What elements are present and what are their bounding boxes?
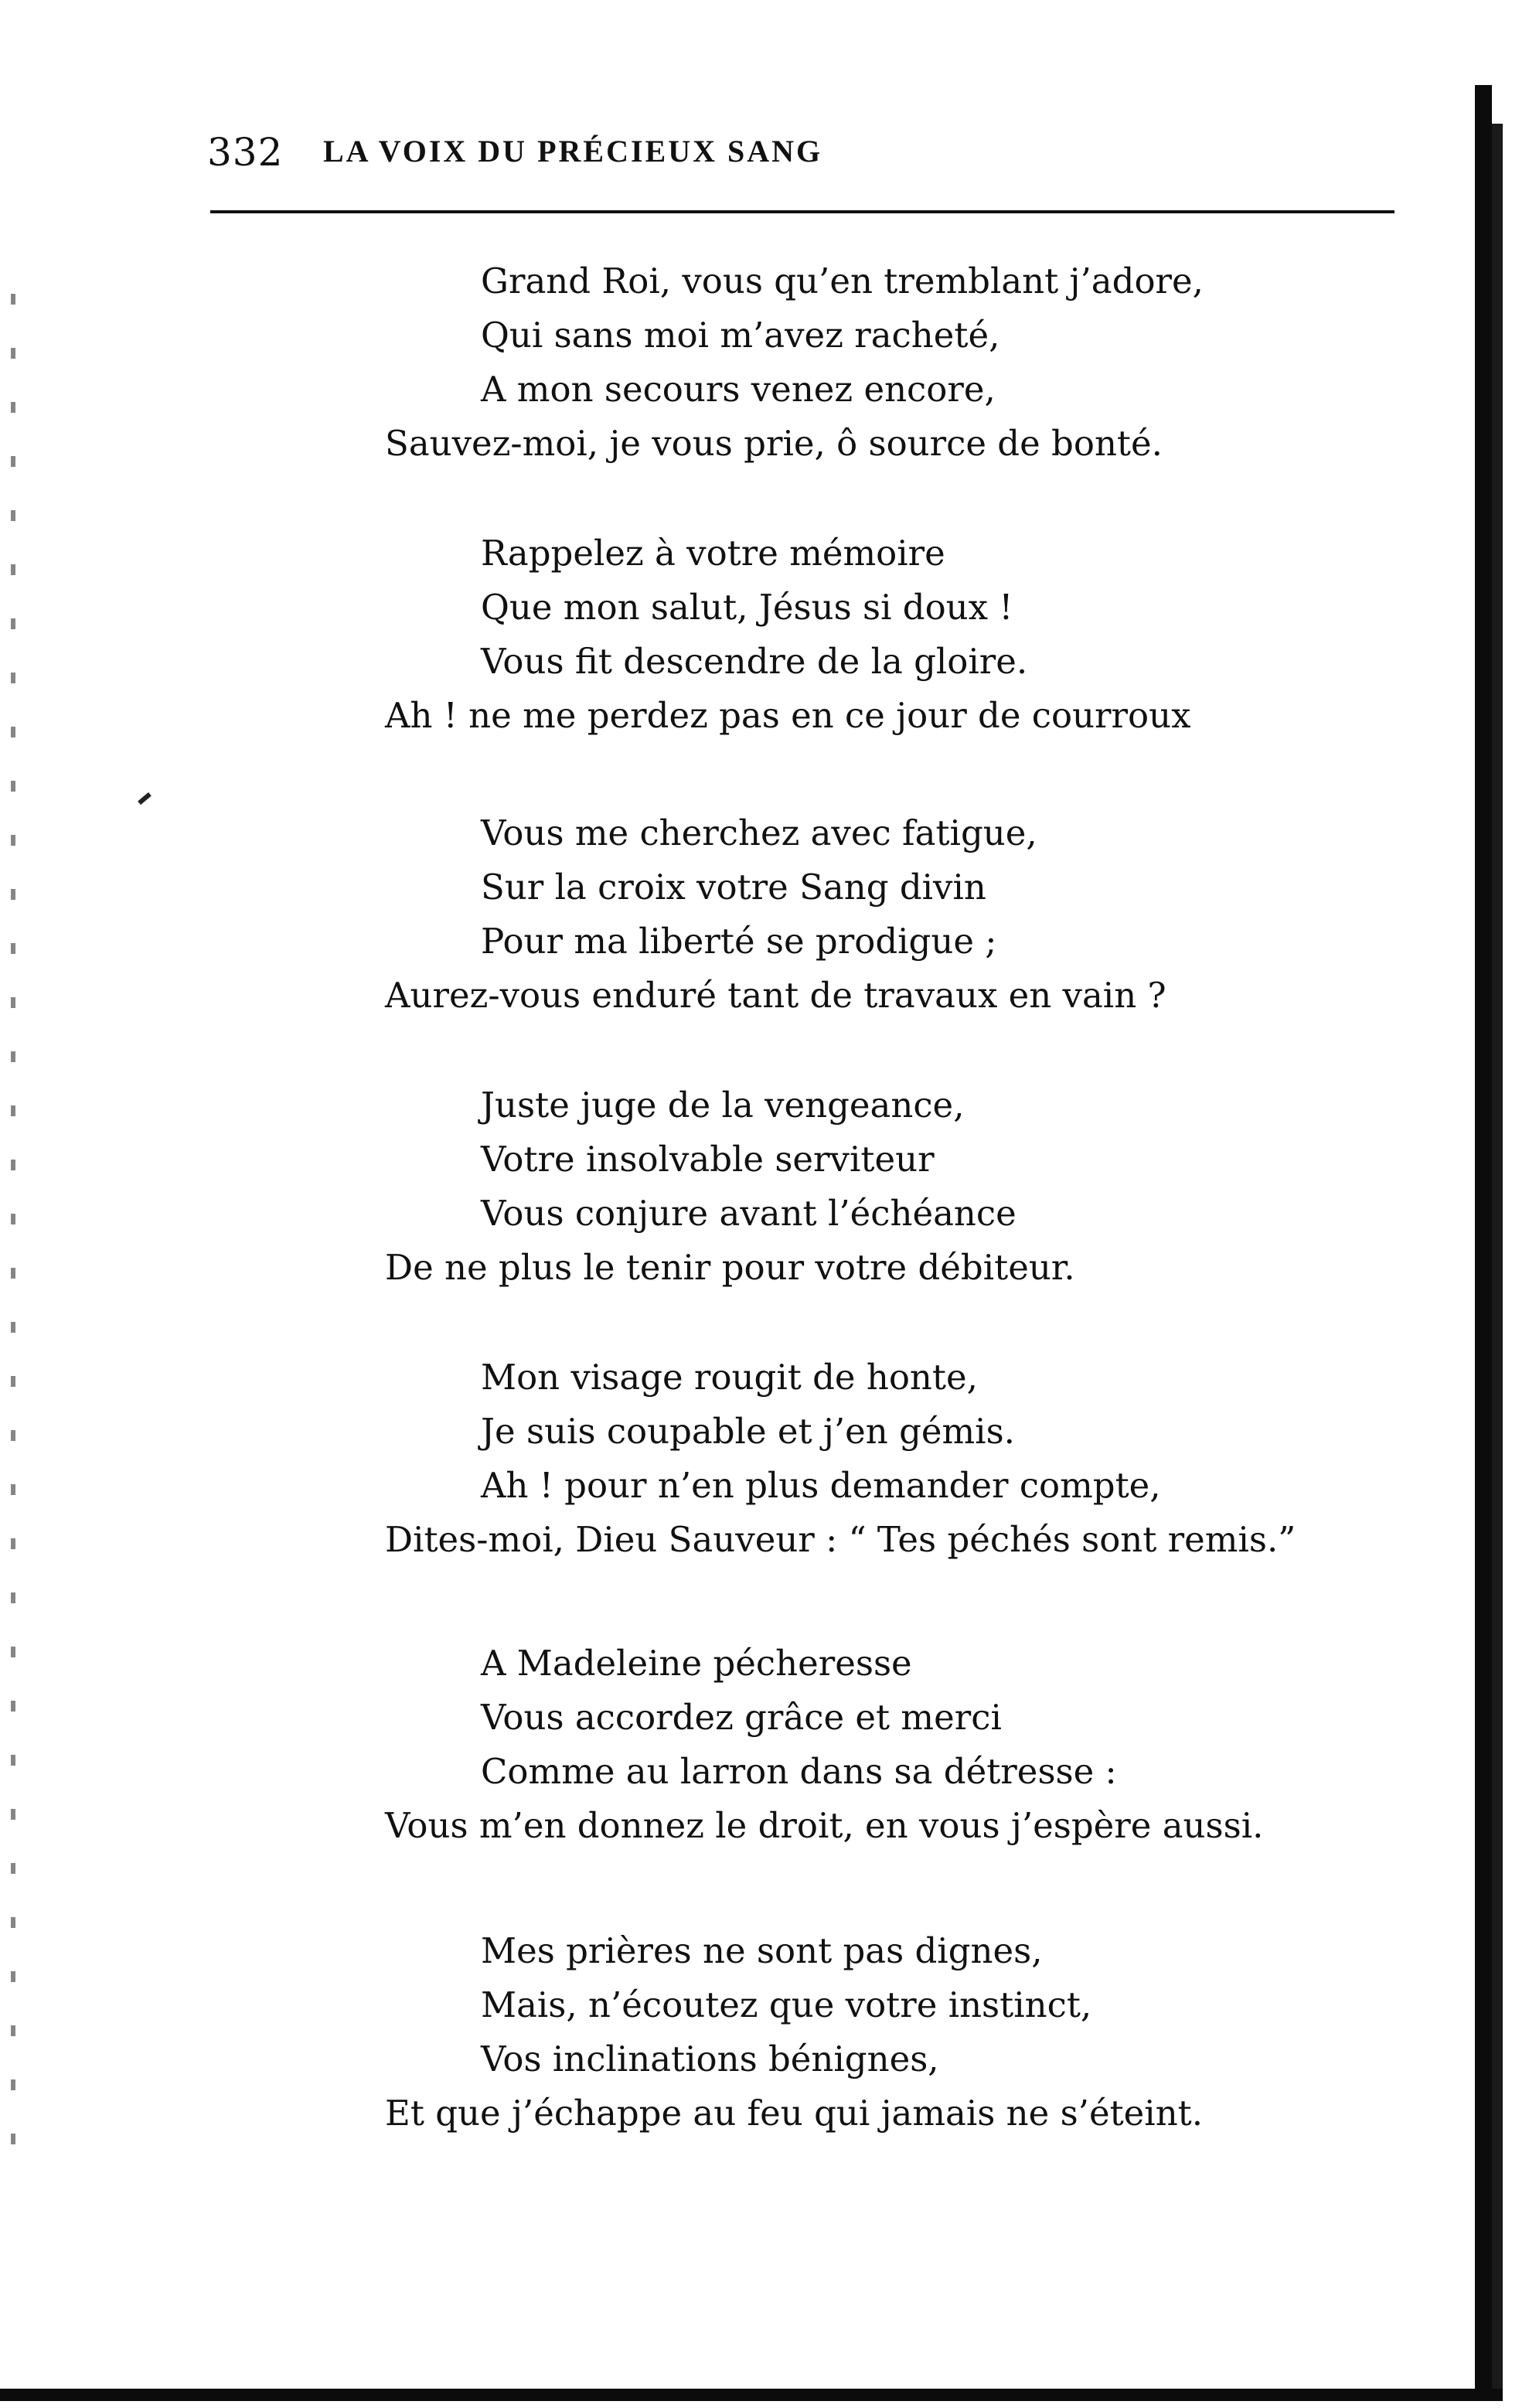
verse-line: Vos inclinations bénignes, [481,2038,939,2079]
verse-line: Comme au larron dans sa détresse : [481,1751,1117,1792]
verse-line: Vous conjure avant l’échéance [481,1193,1016,1234]
verse-line: Qui sans moi m’avez racheté, [481,315,1000,356]
verse-line: A mon secours venez encore, [481,369,996,410]
verse-line: Vous accordez grâce et merci [481,1697,1002,1738]
verse-line: Ah ! pour n’en plus demander compte, [481,1465,1161,1506]
stray-ink-mark [138,792,152,805]
verse-line: Sauvez-moi, je vous prie, ô source de bonté. [385,423,1163,464]
verse-line: Vous fit descendre de la gloire. [481,641,1028,682]
verse-line: Et que j’échappe au feu qui jamais ne s’éteint. [385,2093,1204,2134]
verse-line: Mes prières ne sont pas dignes, [481,1930,1043,1971]
verse-line: Pour ma liberté se prodigue ; [481,921,997,962]
verse-line: Je suis coupable et j’en gémis. [481,1411,1015,1452]
verse-line: Aurez-vous enduré tant de travaux en vain ? [385,975,1166,1016]
page-edge-bottom [0,2389,1503,2401]
page-header [207,130,1429,184]
header-rule [210,210,1394,213]
verse-line: Dites-moi, Dieu Sauveur : “ Tes péchés sont remis.” [385,1519,1296,1560]
verse-line: Juste juge de la vengeance, [481,1085,965,1126]
verse-line: Mais, n’écoutez que votre instinct, [481,1984,1092,2025]
page-edge-left-marks [11,294,15,2149]
verse-line: A Madeleine pécheresse [481,1643,912,1684]
running-title: LA VOIX DU PRÉCIEUX SANG [323,134,823,169]
verse-line: Vous me cherchez avec fatigue, [481,812,1037,853]
verse-line: Vous m’en donnez le droit, en vous j’espère aussi. [385,1805,1264,1846]
verse-line: Rappelez à votre mémoire [481,533,945,574]
verse-line: Votre insolvable serviteur [481,1139,935,1180]
page-number: 332 [207,130,284,175]
page-edge-shadow [1492,124,1503,2393]
verse-line: Grand Roi, vous qu’en tremblant j’adore, [481,261,1204,301]
verse-line: De ne plus le tenir pour votre débiteur. [385,1247,1075,1288]
verse-line: Sur la croix votre Sang divin [481,867,986,908]
verse-line: Mon visage rougit de honte, [481,1357,978,1398]
page-edge-right [1475,85,1492,2393]
verse-line: Que mon salut, Jésus si doux ! [481,587,1013,628]
verse-line: Ah ! ne me perdez pas en ce jour de courroux [385,695,1191,736]
